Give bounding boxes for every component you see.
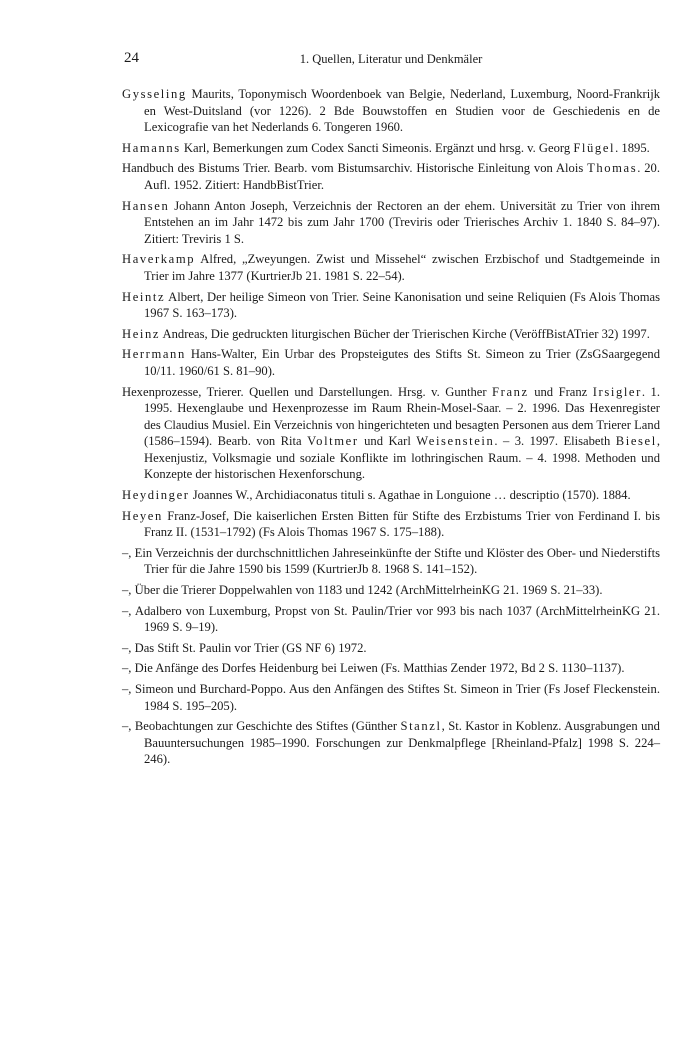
entry-name: Voltmer [307,434,359,449]
page-number: 24 [124,50,139,66]
entry-text: . – 3. 1997. Elisabeth [494,434,616,449]
entry-text: , Die Anfänge des Dorfes Heidenburg bei Leiwen (Fs. Matthias Zender 1972, Bd 2 S. 1130–1137). [128,661,625,676]
bibliography-entry [122,198,660,248]
entry-text: , Hexenjustiz, Volksmagie und soziale Konflikte im lothringischen Raum. – 4. 1998. Methoden und Konzepte der historischen Hexenforschung. [144,434,661,482]
entry-dash: – [122,719,129,734]
entry-text: Franz-Josef, Die kaiserlichen Ersten Bitten für Stifte des Erzbistums Trier von Ferdinand I. bis Franz II. (1531–1792) (Fs Alois Thomas 1967 S. 175–188). [144,508,660,540]
entry-text: Alfred, „Zweyungen. Zwist und Missehel“ zwischen Erzbischof und Stadtgemeinde in Trier im Jahre 1377 (KurtrierJb 21. 1981 S. 22–54). [144,252,660,283]
entry-dash: – [122,640,129,655]
entry-dash: – [122,583,129,598]
bibliography-entry [122,289,660,322]
entry-name: Irsigler [592,384,642,399]
bibliography-entry [122,86,660,136]
entry-name: Weisenstein [416,434,495,449]
entry-author: Haverkamp [122,252,196,267]
entry-text: , Adalbero von Luxemburg, Propst von St. Paulin/Trier vor 993 bis nach 1037 (ArchMittelrheinKG 21. 1969 S. 9–19). [128,603,660,635]
entry-author: Heintz [122,289,166,304]
entry-text: und Franz [528,384,593,399]
entry-text: . 1. 1995. Hexenglaube und Hexenprozesse im Raum Rhein-Mosel-Saar. – 2. 1996. Das Hexenregister des Claudius Musiel. Ein Verzeichnis von hingerichteten und besagten Personen aus dem Trierer Land (1586–1594). Bearb. von Rita [144,384,660,449]
bibliography-entry [122,140,660,157]
entry-author: Heyen [122,508,163,523]
entry-dash: – [122,603,129,618]
entry-author: Hansen [122,198,170,213]
bibliography-entry [122,718,660,768]
entry-name: Franz [492,384,529,399]
entry-text: , Das Stift St. Paulin vor Trier (GS NF 6) 1972. [128,640,367,655]
entry-text: Hexenprozesse, Trierer. Quellen und Darstellungen. Hrsg. v. Gunther [122,384,493,399]
entry-text: , Ein Verzeichnis der durchschnittlichen Jahreseinkünfte der Stifte und Klöster des Ober- und Niederstifts Trier für die Jahre 1590 bis 1599 (KurtrierJb 8. 1968 S. 141–152). [128,545,660,577]
entry-text: und Karl [358,434,417,449]
bibliography-entry [122,487,660,504]
entry-author: Hamanns [122,140,181,155]
bibliography-entry [122,508,660,541]
entry-name: Flügel [573,140,616,155]
entry-text: Albert, Der heilige Simeon von Trier. Seine Kanonisation und seine Reliquien (Fs Alois Thomas 1967 S. 163–173). [144,289,660,321]
entry-author: Herrmann [122,347,186,362]
entry-text: Johann Anton Joseph, Verzeichnis der Rectoren an der ehem. Universität zu Trier von ihrem Entstehen an im Jahr 1472 bis zum Jahr 1700 (Treviris oder Trierisches Archiv 1. 1840 S. 84–97). Zitiert: Treviris 1 S. [144,198,660,246]
entry-text: Maurits, Toponymisch Woordenboek van Belgie, Nederland, Luxemburg, Noord-Frankrijk en West-Duitsland (vor 1226). 2 Bde Bouwstoffen en Studien voor de Geschiedenis en de Lexicografie van het Nederlands 6. Tongeren 1960. [144,87,660,135]
entry-name: Stanzl [400,719,442,734]
entry-text: , Simeon und Burchard-Poppo. Aus den Anfängen des Stiftes St. Simeon in Trier (Fs Josef Fleckenstein. 1984 S. 195–205). [128,682,660,713]
bibliography-entry [122,660,660,677]
entry-dash: – [122,661,129,676]
entry-text: Joannes W., Archidiaconatus tituli s. Agathae in Longuione … descriptio (1570). 1884. [189,488,631,503]
entry-text: Handbuch des Bistums Trier. Bearb. vom Bistumsarchiv. Historische Einleitung von Alois [122,161,588,176]
entry-text: . 1895. [615,140,650,155]
bibliography-entry [122,251,660,284]
bibliography-entry [122,681,660,714]
entry-text: , St. Kastor in Koblenz. Ausgrabungen und Bauuntersuchungen 1985–1990. Forschungen zur Denkmalpflege [Rheinland-Pfalz] 1998 S. 224–246). [144,719,660,767]
entry-text: , Beobachtungen zur Geschichte des Stiftes (Günther [128,719,401,734]
entry-dash: – [122,682,129,696]
entry-name: Thomas [587,161,638,176]
bibliography-entry [122,326,660,343]
entry-text: Andreas, Die gedruckten liturgischen Bücher der Trierischen Kirche (VeröffBistATrier 32) 1997. [160,326,650,341]
bibliography-entry [122,582,660,599]
bibliography-entry [122,640,660,657]
bibliography-list [122,86,660,772]
page-header [122,50,660,70]
bibliography-entry [122,545,660,578]
entry-text: , Über die Trierer Doppelwahlen von 1183 und 1242 (ArchMittelrheinKG 21. 1969 S. 21–33). [128,583,603,598]
bibliography-entry [122,346,660,379]
running-head: 1. Quellen, Literatur und Denkmäler [299,52,483,66]
entry-name: Biesel [615,434,657,449]
bibliography-entry [122,160,660,193]
entry-author: Gysseling [122,87,187,101]
entry-text: . 20. Aufl. 1952. Zitiert: HandbBistTrier. [144,161,660,192]
entry-dash: – [122,545,129,560]
entry-author: Heydinger [122,488,190,503]
entry-text: Karl, Bemerkungen zum Codex Sancti Simeonis. Ergänzt und hrsg. v. Georg [180,140,574,155]
entry-text: Hans-Walter, Ein Urbar des Propsteigutes des Stifts St. Simeon zu Trier (ZsGSaargegend 10/11. 1960/61 S. 81–90). [144,347,660,378]
entry-author: Heinz [122,326,161,341]
bibliography-entry [122,384,660,484]
bibliography-entry [122,603,660,636]
